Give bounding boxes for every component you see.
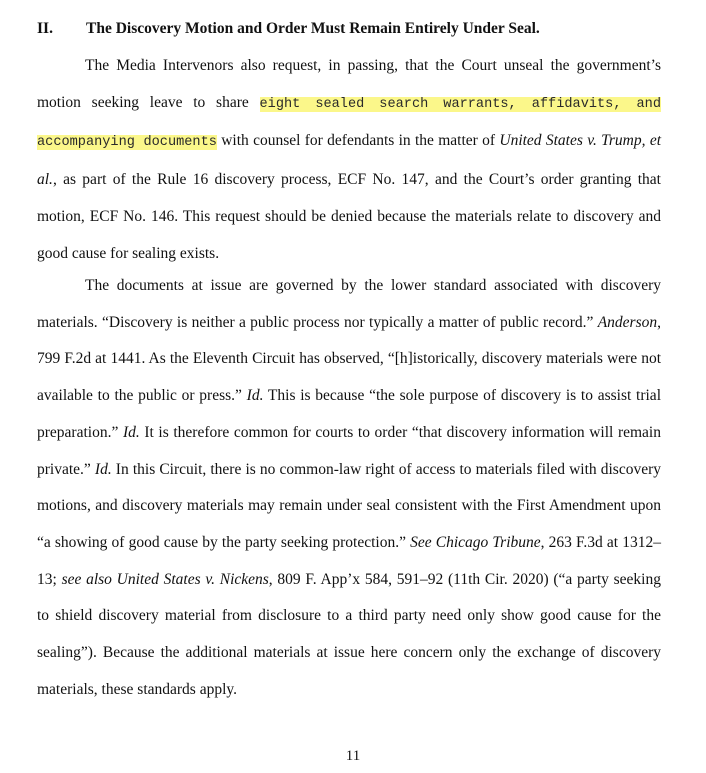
paragraph-media-intervenors: [37, 48, 661, 272]
p2-sentence-2: , 799 F.2d at 1441. As the Eleventh Circuit has observed, “[h]istorically, discovery materials were not available to the public or press.”: [37, 313, 661, 405]
section-title: The Discovery Motion and Order Must Remain Entirely Under Seal.: [86, 20, 540, 37]
page-number: 11: [345, 748, 361, 764]
case-name-trump: United States v. Trump, et al.: [37, 132, 662, 189]
highlighted-text: eight sealed search warrants, affidavits, and accompanying documents: [37, 96, 661, 151]
p2-sentence-3: This is because “the sole purpose of discovery is to assist trial preparation.”: [37, 387, 661, 441]
p1-text-after-highlight: with counsel for defendants in the matter of: [216, 132, 500, 150]
p1-text-before: The Media Intervenors also request, in passing, that the Court unseal the government’s motion seeking leave to share: [37, 57, 661, 111]
citation-chicago-tribune: See Chicago Tribune: [410, 533, 541, 551]
p2-sentence-4: It is therefore common for courts to order “that discovery information will remain private.”: [37, 423, 661, 478]
paragraph-discovery-standard: [37, 268, 661, 708]
p2-sentence-6: , 263 F.3d at 1312–13;: [37, 533, 661, 588]
p2-sentence-7: , 809 F. App’x 584, 591–92 (11th Cir. 2020) (“a party seeking to shield discovery material from disclosure to a third party need only show good cause for the sealing”). Because the additional materials at issue here concern only the exchange of discovery materials, these standards apply.: [37, 570, 661, 698]
section-number: II.: [37, 20, 53, 37]
p2-sentence-1: The documents at issue are governed by the lower standard associated with discovery materials. “Discovery is neither a public process nor typically a matter of public record.”: [37, 277, 661, 331]
citation-anderson: Anderson: [597, 313, 658, 331]
p1-text-end: , as part of the Rule 16 discovery process, ECF No. 147, and the Court’s order granting that motion, ECF No. 146. This request should be denied because the materials relate to discovery and good cause for sealing exists.: [37, 171, 661, 262]
citation-nickens: see also United States v. Nickens: [61, 570, 269, 588]
p2-sentence-5: In this Circuit, there is no common-law right of access to materials filed with discovery motions, and discovery materials may remain under seal consistent with the First Amendment upon “a showing of good cause by the party seeking protection.”: [37, 460, 661, 551]
citation-id-2: Id.: [122, 423, 140, 441]
citation-id-3: Id.: [94, 460, 112, 478]
citation-id-1: Id.: [246, 387, 264, 405]
section-heading: [37, 18, 677, 40]
